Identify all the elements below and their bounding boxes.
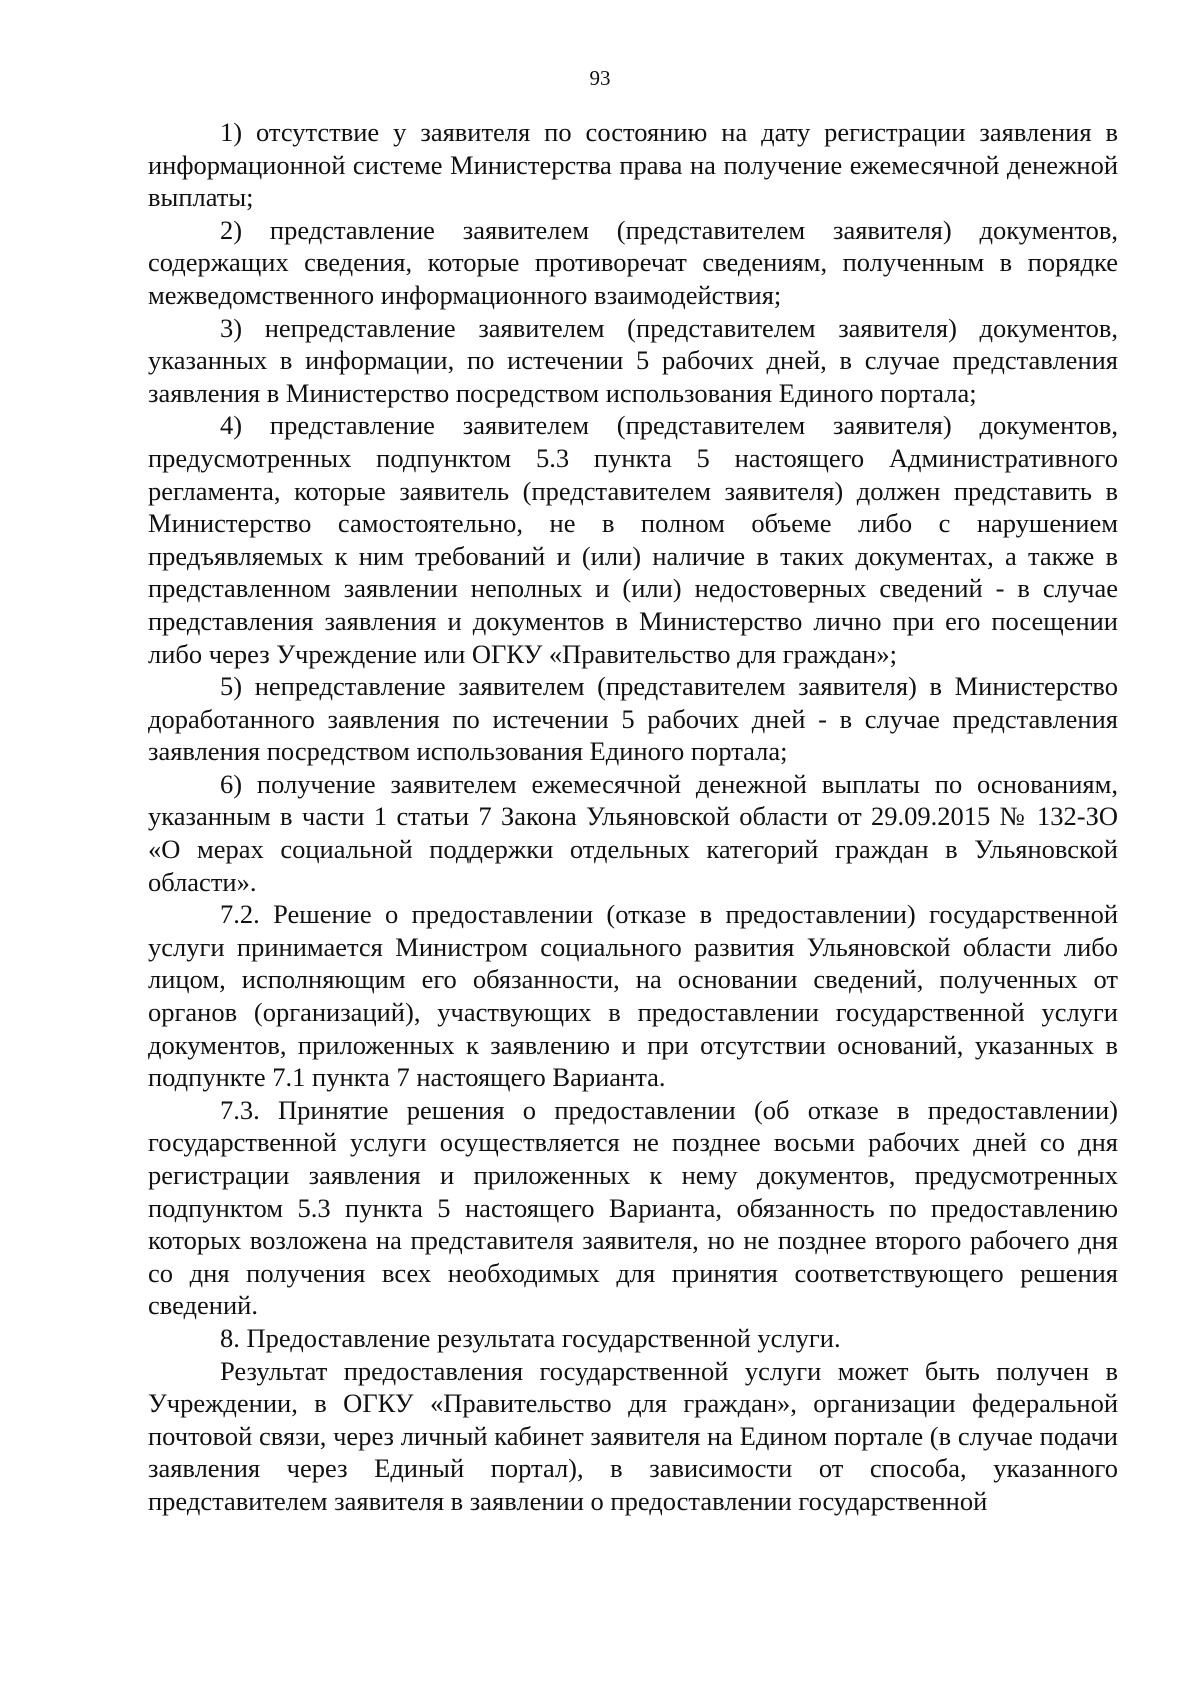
paragraph-result-delivery: Результат предоставления государственной услуги может быть получен в Учреждении, в ОГКУ «Правительство для граждан», организации федеральной почтовой связи, через личный кабинет заявителя на Едином портале (в случае подачи заявления через Единый портал), в зависимости от способа, указанного представителем заявителя в заявлении о предоставлении государственной	[148, 1355, 1118, 1516]
paragraph-7-3-decision-deadline: 7.3. Принятие решения о предоставлении (об отказе в предоставлении) государственной услуги осуществляется не позднее восьми рабочих дней со дня регистрации заявления и приложенных к нему документов, предусмотренных подпунктом 5.3 пункта 5 настоящего Варианта, обязанность по предоставлению которых возложена на представителя заявителя, но не позднее второго рабочего дня со дня получения всех необходимых для принятия соответствующего решения сведений.	[148, 1094, 1118, 1321]
paragraph-7-2-decision: 7.2. Решение о предоставлении (отказе в предоставлении) государственной услуги принимается Министром социального развития Ульяновской области либо лицом, исполняющим его обязанности, на основании сведений, полученных от органов (организаций), участвующих в предоставлении государственной услуги документов, приложенных к заявлению и при отсутствии оснований, указанных в подпункте 7.1 пункта 7 настоящего Варианта.	[148, 899, 1118, 1093]
document-body	[148, 116, 1118, 1518]
paragraph-6-receiving-payment: 6) получение заявителем ежемесячной денежной выплаты по основаниям, указанным в части 1 статьи 7 Закона Ульяновской области от 29.09.2015 № 132-ЗО «О мерах социальной поддержки отдельных категорий граждан в Ульяновской области».	[148, 768, 1118, 897]
page-number: 93	[589, 66, 611, 90]
paragraph-2-contradicting-documents: 2) представление заявителем (представителем заявителя) документов, содержащих сведения, которые противоречат сведениям, полученным в порядке межведомственного информационного взаимодействия;	[148, 214, 1118, 310]
paragraph-4-incomplete-documents: 4) представление заявителем (представителем заявителя) документов, предусмотренных подпунктом 5.3 пункта 5 настоящего Административного регламента, которые заявитель (представителем заявителя) должен представить в Министерство самостоятельно, не в полном объеме либо с нарушением предъявляемых к ним требований и (или) наличие в таких документах, а также в представленном заявлении неполных и (или) недостоверных сведений - в случае представления заявления и документов в Министерство лично при его посещении либо через Учреждение или ОГКУ «Правительство для граждан»;	[148, 410, 1118, 669]
paragraph-1-absence-of-right: 1) отсутствие у заявителя по состоянию на дату регистрации заявления в информационной системе Министерства права на получение ежемесячной денежной выплаты;	[148, 117, 1118, 213]
paragraph-3-documents-not-submitted: 3) непредставление заявителем (представителем заявителя) документов, указанных в информации, по истечении 5 рабочих дней, в случае представления заявления в Министерство посредством использования Единого портала;	[148, 312, 1118, 408]
paragraph-5-revised-application-not-submitted: 5) непредставление заявителем (представителем заявителя) в Министерство доработанного заявления по истечении 5 рабочих дней - в случае представления заявления посредством использования Единого портала;	[148, 671, 1118, 767]
section-8-heading: 8. Предоставление результата государственной услуги.	[220, 1322, 841, 1353]
